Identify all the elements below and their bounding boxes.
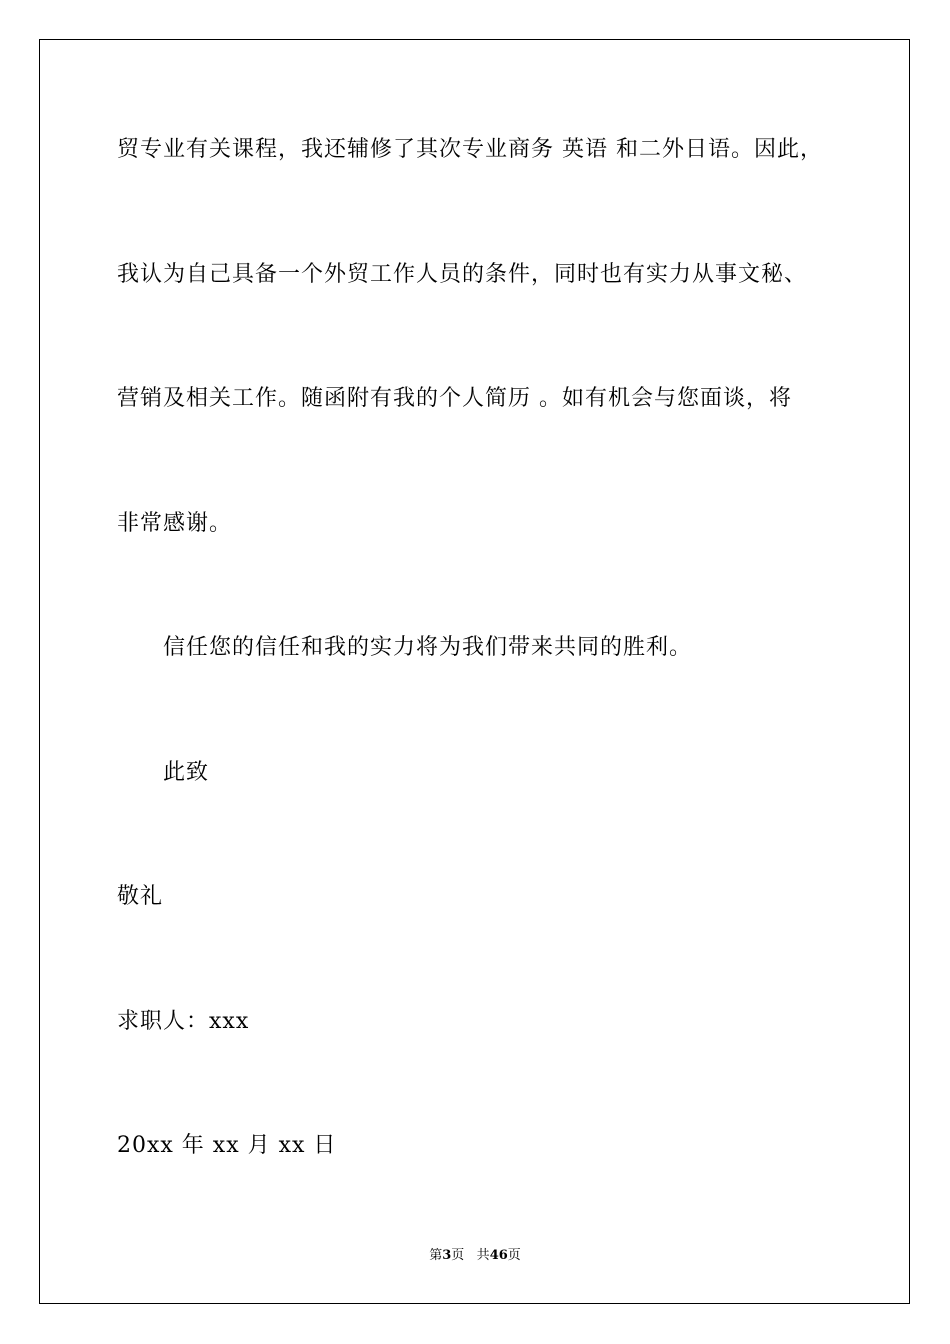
footer-total-prefix: 共 [476,1248,490,1263]
footer-total-suffix: 页 [507,1248,521,1263]
footer-total-pages: 46 [489,1248,508,1263]
page-footer [0,1247,950,1265]
footer-page-prefix: 第 [429,1248,443,1263]
applicant-signature: 求职人：xxx [117,1009,250,1034]
body-line: 非常感谢。 [117,511,233,536]
body-line: 信任您的信任和我的实力将为我们带来共同的胜利。 [163,635,693,660]
letter-date: 20xx 年 xx 月 xx 日 [117,1133,337,1158]
body-line: 营销及相关工作。随函附有我的个人简历 。如有机会与您面谈，将 [117,386,792,411]
closing-salutation: 此致 [163,760,210,785]
body-line: 贸专业有关课程，我还辅修了其次专业商务 英语 和二外日语。因此， [117,137,823,162]
body-line: 我认为自己具备一个外贸工作人员的条件，同时也有实力从事文秘、 [117,262,808,287]
page-border [39,39,910,1304]
footer-page-suffix: 页 [451,1248,465,1263]
footer-page-number: 3 [442,1248,452,1263]
closing-regards: 敬礼 [117,884,164,909]
